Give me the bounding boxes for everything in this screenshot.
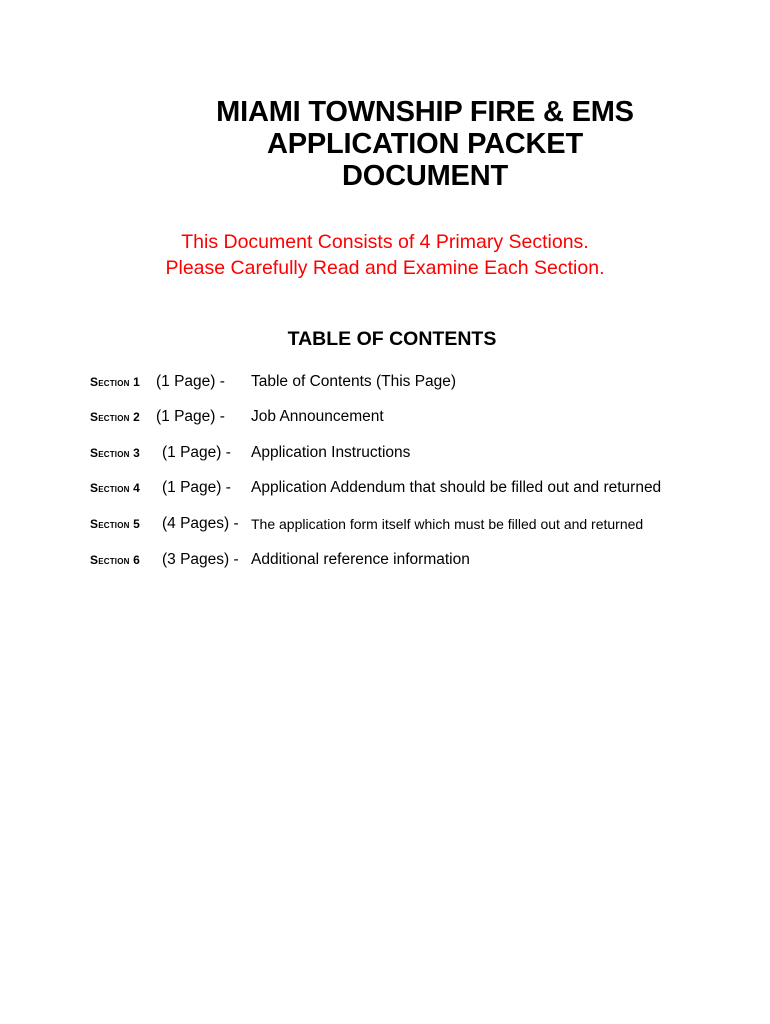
- section-label: Section 4: [90, 481, 141, 495]
- toc-row-section-2: [90, 406, 710, 428]
- section-description: Application Addendum that should be filled out and returned: [251, 479, 662, 496]
- toc-row-section-6: [90, 549, 710, 571]
- section-description: The application form itself which must be filled out and returned: [251, 516, 644, 532]
- section-description: Table of Contents (This Page): [251, 373, 457, 390]
- notice-line-2: Please Carefully Read and Examine Each Section.: [165, 257, 605, 279]
- section-description: Job Announcement: [251, 408, 384, 425]
- section-page-count: (3 Pages) -: [162, 551, 239, 568]
- section-description: Additional reference information: [251, 551, 470, 568]
- section-label: Section 1: [90, 375, 141, 389]
- section-label: Section 6: [90, 553, 141, 567]
- section-label: Section 2: [90, 410, 141, 424]
- section-page-count: (1 Page) -: [162, 444, 231, 461]
- section-page-count: (1 Page) -: [162, 479, 231, 496]
- title-line-2: APPLICATION PACKET: [267, 128, 583, 160]
- toc-row-section-4: [90, 477, 710, 499]
- document-title: [120, 96, 730, 192]
- section-page-count: (4 Pages) -: [162, 515, 239, 532]
- toc-heading: TABLE OF CONTENTS: [287, 328, 497, 350]
- toc-row-section-3: [90, 442, 710, 464]
- toc-row-section-5: [90, 513, 710, 535]
- section-label: Section 5: [90, 517, 141, 531]
- section-page-count: (1 Page) -: [156, 373, 225, 390]
- notice-line-1: This Document Consists of 4 Primary Sections.: [181, 231, 589, 253]
- title-line-3: DOCUMENT: [342, 160, 508, 192]
- section-notice: [90, 229, 680, 281]
- section-page-count: (1 Page) -: [156, 408, 225, 425]
- section-label: Section 3: [90, 446, 141, 460]
- section-description: Application Instructions: [251, 444, 411, 461]
- toc-row-section-1: [90, 371, 710, 393]
- title-line-1: MIAMI TOWNSHIP FIRE & EMS: [216, 96, 634, 128]
